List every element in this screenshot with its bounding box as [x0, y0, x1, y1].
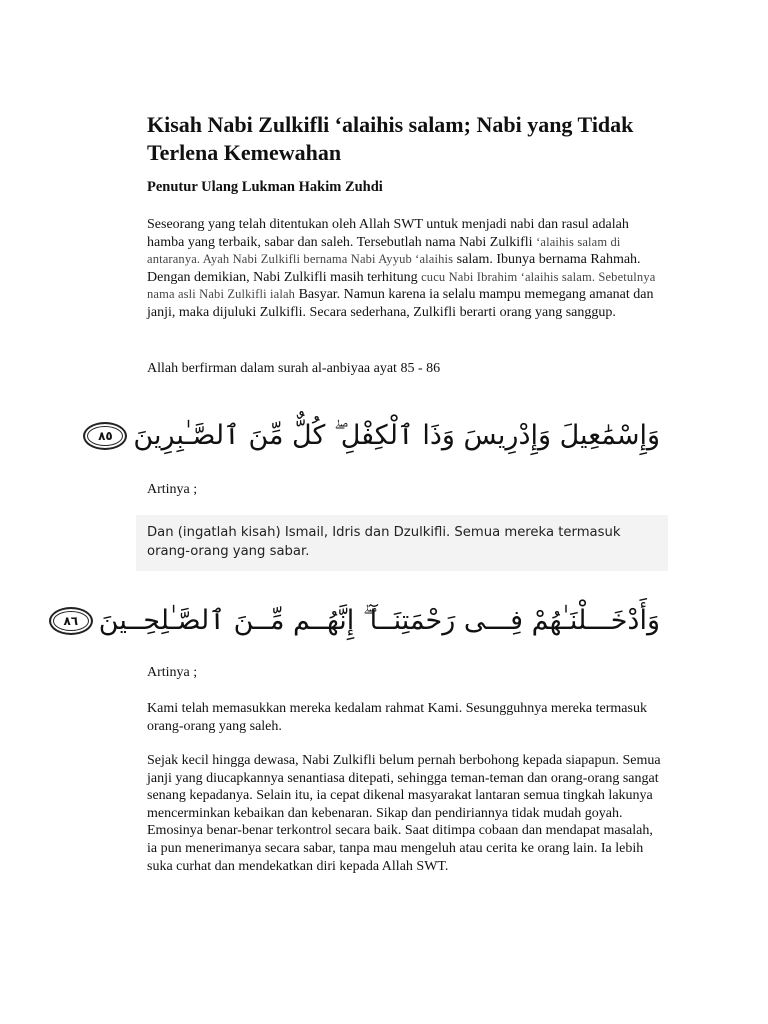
ayah-number-marker-icon [49, 607, 93, 635]
intro-text-4: cucu Nabi Ibrahim ‘alaihis salam. Sebetulnya nama asli Nabi Zulkifli ialah [147, 269, 656, 302]
intro-text-3: salam. Ibunya bernama Rahmah. Dengan demikian, Nabi Zulkifli masih terhitung [147, 252, 641, 285]
ayah-85-number: ٨٥ [98, 429, 113, 443]
translation-box-1 [136, 515, 668, 571]
intro-text-5: Basyar. Namun karena ia selalu mampu memegang amanat dan janji, maka dijuluki Zulkifli. Secara sederhana, Zulkifli berarti orang yang sanggup. [147, 287, 654, 320]
artinya-label-2: Artinya ; [147, 665, 198, 680]
intro-text-2: ‘alaihis salam di antaranya. Ayah Nabi Zulkifli bernama Nabi Ayyub ‘alaihis [147, 234, 621, 267]
article-title: Kisah Nabi Zulkifli ‘alaihis salam; Nabi yang Tidak Terlena Kemewahan [147, 112, 634, 165]
story-paragraph: Sejak kecil hingga dewasa, Nabi Zulkifli belum pernah berbohong kepada siapapun. Semua janji yang diucapkannya senantiasa ditepati, sehingga teman-teman dan orang-orang sangat senang kepadanya. Selain itu, ia cepat dikenal masyarakat lantaran semua tingkah lakunya mencerminkan kebaikan dan kebenaran. Sikap dan pendiriannya tidak mudah goyah. Emosinya benar-benar terkontrol secara baik. Saat ditimpa cobaan dan mendapat masalah, ia pun menerimanya secara sabar, tanpa mau mengeluh atau cerita ke orang lain. Ia lebih suka curhat dan mendekatkan diri kepada Allah SWT. [147, 753, 661, 874]
intro-text-1: Seseorang yang telah ditentukan oleh Allah SWT untuk menjadi nabi dan rasul adalah hamba yang terbaik, sabar dan saleh. Tersebutlah nama Nabi Zulkifli [147, 217, 629, 250]
surah-reference: Allah berfirman dalam surah al-anbiyaa ayat 85 - 86 [147, 361, 441, 376]
ayah-86-verse [63, 598, 660, 644]
intro-paragraph [147, 216, 662, 322]
ayah-86-number: ٨٦ [63, 614, 79, 628]
translation-text-1: Dan (ingatlah kisah) Ismail, Idris dan Dzulkifli. Semua mereka termasuk orang-orang yang sabar. [147, 525, 621, 559]
ayah-number-marker-icon [83, 422, 127, 450]
ayah-86-text: وَأَدْخَـــلْنَـٰهُمْ فِـــى رَحْمَتِنَــآ ۖ إِنَّهُــم مِّــنَ ٱلصَّـٰلِحِــينَ [98, 605, 660, 636]
translation-text-2: Kami telah memasukkan mereka kedalam rahmat Kami. Sesungguhnya mereka termasuk orang-orang yang saleh. [147, 701, 647, 734]
ayah-85-text: وَإِسْمَٰعِيلَ وَإِدْرِيسَ وَذَا ٱلْكِفْلِ ۖ كُلٌّ مِّنَ ٱلصَّـٰبِرِينَ [133, 420, 660, 451]
artinya-label-1: Artinya ; [147, 482, 198, 497]
author-line: Penutur Ulang Lukman Hakim Zuhdi [147, 179, 383, 195]
ayah-85-verse [98, 413, 660, 459]
